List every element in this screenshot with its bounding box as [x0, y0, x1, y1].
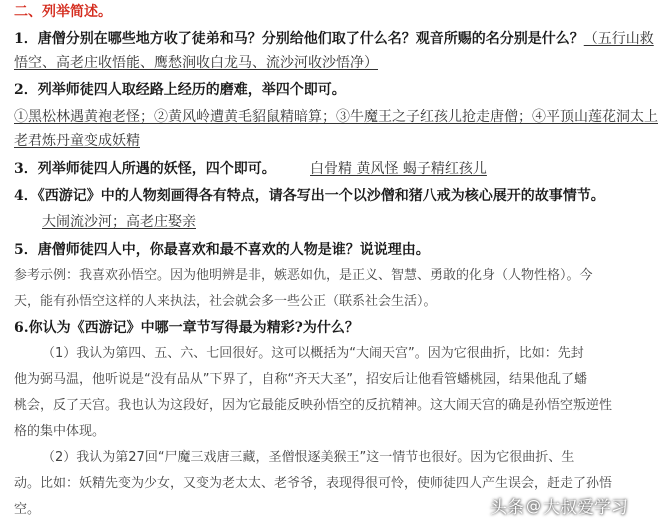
section-heading: 二、列举简述。	[14, 4, 112, 20]
answer-2-line2	[14, 133, 630, 149]
answer-6-para1-line1: （1）我认为第四、五、六、七回很好。这可以概括为“大闹天宫”。因为它很曲折，比如：先封	[42, 346, 584, 361]
answer-6-para2-line3: 空。	[14, 502, 41, 517]
answer-6-para2-line1: （2）我认为第27回“尸魔三戏唐三藏，圣僧恨逐美猴王”这一情节也很好。因为它很曲折、生	[42, 450, 575, 465]
answer-4-text: 大闹流沙河；高老庄娶亲	[42, 214, 196, 230]
answer-2-part1: ①黑松林遇黄袍老怪；②黄风岭遭黄毛貂鼠精暗算；③牛魔王之子红孩儿抢走唐僧；④平顶山莲花洞太上	[14, 109, 658, 125]
at-icon: @	[526, 496, 541, 515]
answer-1	[14, 55, 630, 71]
answer-3	[310, 161, 630, 177]
question-1-text: 1．唐僧分别在哪些地方收了徒弟和马？分别给他们取了什么名？观音所赐的名分别是什么？	[14, 31, 584, 47]
question-6: 6.你认为《西游记》中哪一章节写得最为精彩?为什么？	[14, 320, 359, 336]
watermark	[490, 493, 628, 518]
answer-6-para1-line2: 他为弼马温，他听说是“没有品从”下界了，自称“齐天大圣”，招安后让他看管蟠桃园，结果他乱了蟠	[14, 372, 587, 387]
answer-1-part2: 悟空、高老庄收悟能、鹰愁涧收白龙马、流沙河收沙悟净）	[14, 55, 378, 71]
watermark-platform: 头条	[490, 498, 524, 518]
question-1	[14, 31, 654, 47]
answer-5-line1: 参考示例：我喜欢孙悟空。因为他明辨是非，嫉恶如仇，是正义、智慧、勇敢的化身（人物性格）。今	[14, 268, 593, 283]
answer-6-para1-line3: 桃会，反了天宫。我也认为这段好，因为它最能反映孙悟空的反抗精神。这大闹天宫的确是孙悟空叛逆性	[14, 398, 613, 413]
answer-6-para1-line4: 格的集中体现。	[14, 424, 106, 439]
question-5: 5．唐僧师徒四人中，你最喜欢和最不喜欢的人物是谁？说说理由。	[14, 242, 430, 258]
answer-1-part1: （五行山救	[583, 31, 654, 47]
answer-6-para2-line2: 动。比如：妖精先变为少女，又变为老太太、老爷爷，表现得很可怜，使师徒四人产生误会，赶走了孙悟	[14, 476, 613, 491]
question-4: 4．《西游记》中的人物刻画得各有特点，请各写出一个以沙僧和猪八戒为核心展开的故事情节。	[14, 188, 605, 204]
answer-2-part2: 老君炼丹童变成妖精	[14, 133, 140, 149]
answer-4	[42, 214, 628, 230]
question-3-text: 3．列举师徒四人所遇的妖怪，四个即可。	[14, 161, 276, 177]
question-2: 2．列举师徒四人取经路上经历的磨难，举四个即可。	[14, 82, 346, 98]
answer-3-text: 白骨精 黄风怪 蝎子精红孩儿	[310, 161, 487, 177]
answer-5-line2: 天，能有孙悟空这样的人来执法，社会就会多一些公正（联系社会生活）。	[14, 294, 437, 309]
watermark-handle: 大叔爱学习	[543, 498, 628, 518]
answer-2-line1	[14, 109, 658, 125]
